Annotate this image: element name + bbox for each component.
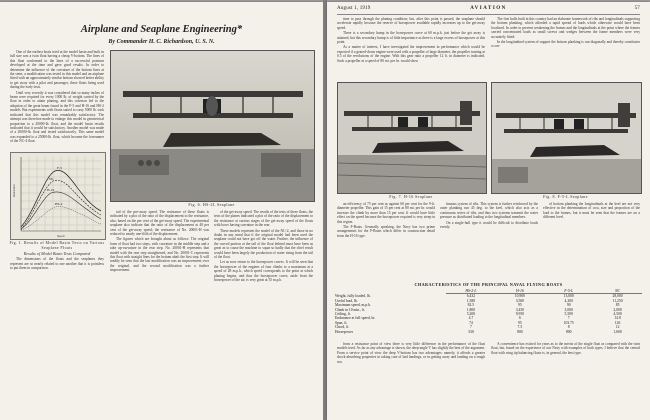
paragraph: As a matter of interest, I have investigated the improvement in performance which would be expected if a geared-down engine were used with a propeller of large diameter, the propeller turning at 0.5 of the revolutions of the engine. With this gear ratio a propeller 12 ft. in diameter is indicated. Such a propeller at a speed of 80 mi. per hr. would show	[337, 45, 485, 63]
photo-hs2-caption: Fig. 6. HS-2L Seaplane	[188, 202, 235, 207]
table-header-cell: NC	[593, 289, 642, 294]
table-cell: 13,000	[563, 294, 574, 299]
subheading: Results of Model Basin Tests Compared	[23, 252, 91, 256]
table-cell: Horsepower	[335, 329, 354, 334]
photo-image	[492, 83, 641, 193]
table-cell: 5,200	[466, 312, 476, 317]
table-cell: Climb in 10 min., ft.	[335, 307, 366, 312]
table-cell: 1,600	[613, 329, 622, 334]
left-page	[0, 2, 323, 420]
table-cell: 85	[615, 303, 620, 308]
paragraph: Until very recently it was considered that so many inches of beam were required for every 1000 lb. of weight carried by the float in order to attain planing, and this criterion led to the adoption of the great beam found in the F-5 and H-16 and HS-2 models. But experiments with floats suited to carry 5000 lb. took indicated that this model was remarkably satisfactory. The attempt was therefore made to enlarge this model in geometrical proportion to a 20000-lb. float, and the model basin results indicated that it would be satisfactory. Another model was made of a 20000-lb. float and tested satisfactorily. This same model was expanded to a 25000-lb. float, which became the forerunner of the NC-4 float.	[10, 90, 104, 144]
paragraph: There is a secondary hump in the horsepower curve at 60 m.p.h. just before the get away is attained, but this secondary hump is of little importance as there is a large excess of horsepower at this point.	[337, 31, 485, 45]
paragraph: The first hulls built in this country had an elaborate framework of ribs and longitudinals supporting the bottom planking, which afforded a rapid spread of loads which otherwise would have been localized. In order to prevent weakening the frames and the longitudinals at the point where the frames carried concentrated loads as small screws and wedges between the frame members were very accurately fitted.	[491, 17, 640, 39]
table-cell: Maximum speed, m.p.h.	[335, 303, 371, 308]
paragraph: The dimensions of the floats and the seaplanes they represent are so nearly related to one another that it is pointless to put them in comparison.	[10, 257, 104, 271]
magazine-title: AVIATION	[470, 6, 507, 11]
paragraph: On a single-hull type it would be difficult to distribute loads evenly.	[440, 220, 538, 230]
table-cell: 126	[614, 320, 621, 325]
curve-label-h16: H-16	[47, 188, 55, 192]
table-cell: 28,000	[612, 294, 623, 299]
curve-label-nc: NC	[49, 177, 54, 181]
right-bottom-col2-text	[491, 342, 640, 416]
paragraph: These models represent the model of the NC-2, and those in no doubt in any mind that if the original model had been used the seaplane could not have got off the water. Further, the influence of the curved portion at the tail of the float behind must have been as great as to cause the machine to squat so badly that the chief result would have been largely the production of water rising from the tail of the float.	[214, 228, 313, 260]
right-col2-top-text	[491, 17, 640, 79]
right-mid-col2-text	[440, 202, 538, 280]
photo-f5l-caption: Fig. 8. F-5-L Seaplane	[543, 194, 588, 199]
table-cell: 800	[565, 329, 572, 334]
table-row	[335, 330, 642, 334]
article-title: Airplane and Seaplane Engineering*	[80, 24, 243, 35]
table-cell: 82.5	[467, 303, 475, 308]
table-cell: 8	[567, 325, 570, 330]
paragraph: of bottom planking the longitudinals at the keel are not very effective in the determination of cost, size and proportion of the load to the frames, but it must be seen that the frames are on a different level.	[543, 202, 640, 220]
table-cell: 11,250	[612, 298, 623, 303]
paragraph: from a resistance point of view there is very little difference in the performance of the float models tried. As far as any advantage is shown, the deep-angle V has slightly the best of the argument. From a service point of view the deep V-bottom has two advantages: namely, it affords a greater shock-absorbing properties in taking care of bad landings, or in getting away and landing on a rough sea.	[337, 342, 485, 364]
table-cell: 4,200	[564, 298, 573, 303]
photo-h16-caption: Fig. 7. H-16 Seaplane	[389, 194, 433, 199]
table-cell: 12	[615, 325, 620, 330]
photo-image	[338, 83, 486, 193]
right-col1-top-text	[337, 17, 485, 79]
table-cell: 7	[469, 325, 472, 330]
table-cell: 95	[518, 320, 522, 325]
right-mid-col1-text	[337, 202, 435, 280]
table-cell: 90	[566, 303, 571, 308]
table-cell: Weight, fully loaded, lb.	[335, 294, 371, 299]
issue-date: August 1, 1919	[337, 6, 371, 11]
figure-1-chart	[10, 152, 106, 240]
table-cell: 7	[567, 316, 570, 321]
characteristics-table	[335, 289, 642, 334]
paragraph: Let us now return to the horsepower curves. It will be seen that the horsepower of the engines of four climbs to a maximum at a speed of 28 m.p.h., which speed corresponds to the point at which planing begins, and thus the horsepower curve, aside from the horsepower of the air, is very great at 55 m.p.h.	[214, 260, 313, 283]
paragraph: One of the earliest boats tried at the model basin and built in full size was a twin float having a cheap V-bottom. The lines of this float conformed to the lines of a successful pontoon developed at the time and gave good results. In order to determine the influence of the curvature of the bottom lines at the stern, a modification was tested in this model and an airplane fitted with an approximately similar bottom showed better ability to get away with a pilot and passenger, these floats being used during the early tests.	[10, 50, 104, 90]
right-mid-col3-text	[543, 202, 640, 280]
curve-label-hs2: HS-2	[55, 202, 63, 206]
right-page	[327, 2, 650, 420]
table-cell: Ceiling, ft.	[335, 312, 351, 317]
table-cell: 5,500	[564, 312, 573, 317]
table-cell: 6	[518, 316, 521, 321]
left-col2-text	[110, 210, 209, 416]
paragraph: A convenience has existed for years as to the merits of the single float as compared with the twin float, but, based on the experience of our Navy with examples of both types, I believe that the central float with wing tip balancing floats is, in general, the best type.	[491, 342, 640, 355]
paragraph: tail of the pre-away speed. The resistance of these floats is indicated by a plot of the ratio of the displacement to the resistance, also, based on the per cent of the get-away speed. The experimental seaplane also indicate that the ratio of the displacement at 40 per cent of the get-away speed; the resistance of No. 20001-H was reduced to nearly one-fifth of the displacement.	[110, 210, 209, 237]
table-cell: 6,432	[466, 294, 476, 299]
photo-hs2-seaplane	[110, 50, 315, 202]
table-cell: 330	[468, 329, 474, 334]
table-cell: 1,800	[466, 307, 476, 312]
table-body	[335, 289, 642, 334]
paragraph: In the longitudinal system of support the bottom planking is run diagonally and thereby constitutes a con-	[491, 40, 640, 49]
left-col1-bottom-text	[10, 252, 104, 416]
table-cell: 14.8	[614, 316, 621, 321]
table-cell: Chord, ft.	[335, 325, 350, 330]
table-cell: 2,000	[613, 307, 622, 312]
table-cell: 10,900	[514, 294, 525, 299]
table-cell: 800	[517, 329, 523, 334]
y-axis-label: Resistance	[12, 184, 16, 197]
photo-image	[111, 51, 314, 201]
table-cell: 3,000	[564, 307, 573, 312]
figure-1-caption: Fig. 1. Results of Model Basin Tests on Various Seaplane Floats	[9, 240, 105, 250]
x-axis-label: Speed	[57, 234, 65, 238]
left-col3-text	[214, 210, 313, 416]
left-col1-text	[10, 50, 104, 150]
paragraph: The F-Boats. Generally speaking, the Navy has two prime arrangements for the F-Boats which differ in construction detail from the H-16 type.	[337, 225, 435, 238]
table-cell: 1,580	[466, 298, 476, 303]
table-cell: 7.5	[517, 325, 523, 330]
table-cell: 3,450	[515, 307, 524, 312]
table-cell: 4.7	[468, 316, 474, 321]
table-cell: 95	[518, 303, 522, 308]
paragraph: an efficiency of 75 per cent as against 60 per cent for the 9-ft. diameter propeller. This gain of 15 per cent at 80 mi. per hr. would increase the climb by more than 15 per cent. It would have little effect on the speed because the horsepower required is very steep in this region.	[337, 202, 435, 224]
article-byline: By Commander H. C. Richardson, U. S. N.	[108, 39, 215, 45]
table-header-cell: HS-2-L	[446, 289, 495, 294]
photo-f5l-seaplane	[491, 82, 642, 194]
running-head	[337, 6, 640, 15]
paragraph: of the get-away speed. The results of the tests of these floats, the tests of the planes indicated a plot of the ratio of the displacement to the resistance at various stages of the get-away speed of the floats with bows having curvature in the rear.	[214, 210, 313, 228]
paragraph: The figures which are brought about as follows: The original form of float had two steps, with curvature in the middle step and a rake up-curvature in the rear step. No. 20001-H represents that model with the rear step straightened, and No. 20001-C represents this float with straight lines for the bottom abaft the first step. It will readily be seen that the last modification was an improvement over the original, and the second modification was a further improvement.	[110, 237, 209, 273]
curve-label-f5: F-5	[57, 166, 62, 170]
table-cell: 9,950	[515, 312, 524, 317]
table-cell: Useful load, lb.	[335, 298, 358, 303]
table-header-cell: H-16	[495, 289, 544, 294]
footnote-mark: *	[236, 24, 243, 35]
table-cell: 74	[469, 320, 473, 325]
table-cell: 3,500	[515, 298, 524, 303]
table-cell: 4,500	[613, 312, 622, 317]
table-cell: Span, ft.	[335, 320, 348, 325]
chart-svg	[11, 153, 105, 239]
paragraph: tinuous system of ribs. This system is further reinforced by the outer planking run 45 deg. to the keel, which also acts as a continuous series of ribs, and thus two systems transmit the water pressure as distributed loading to the longitudinal members.	[440, 202, 538, 220]
table-title: CHARACTERISTICS OF THE PRINCIPAL NAVAL FLYING BOATS	[414, 282, 563, 287]
table-cell: 103.75	[563, 320, 574, 325]
photo-h16-seaplane	[337, 82, 487, 194]
table-cell: Endurance at full speed, hr.	[335, 316, 376, 321]
paragraph: time to pass through the planing condition; but, after this point is passed, the seaplane should accelerate rapidly because the reserve of horsepower available rapidly increases up to the get-away speed.	[337, 17, 485, 30]
right-bottom-col1-text	[337, 342, 485, 416]
table-header-cell: F-5-L	[544, 289, 593, 294]
page-number: 57	[634, 6, 640, 11]
